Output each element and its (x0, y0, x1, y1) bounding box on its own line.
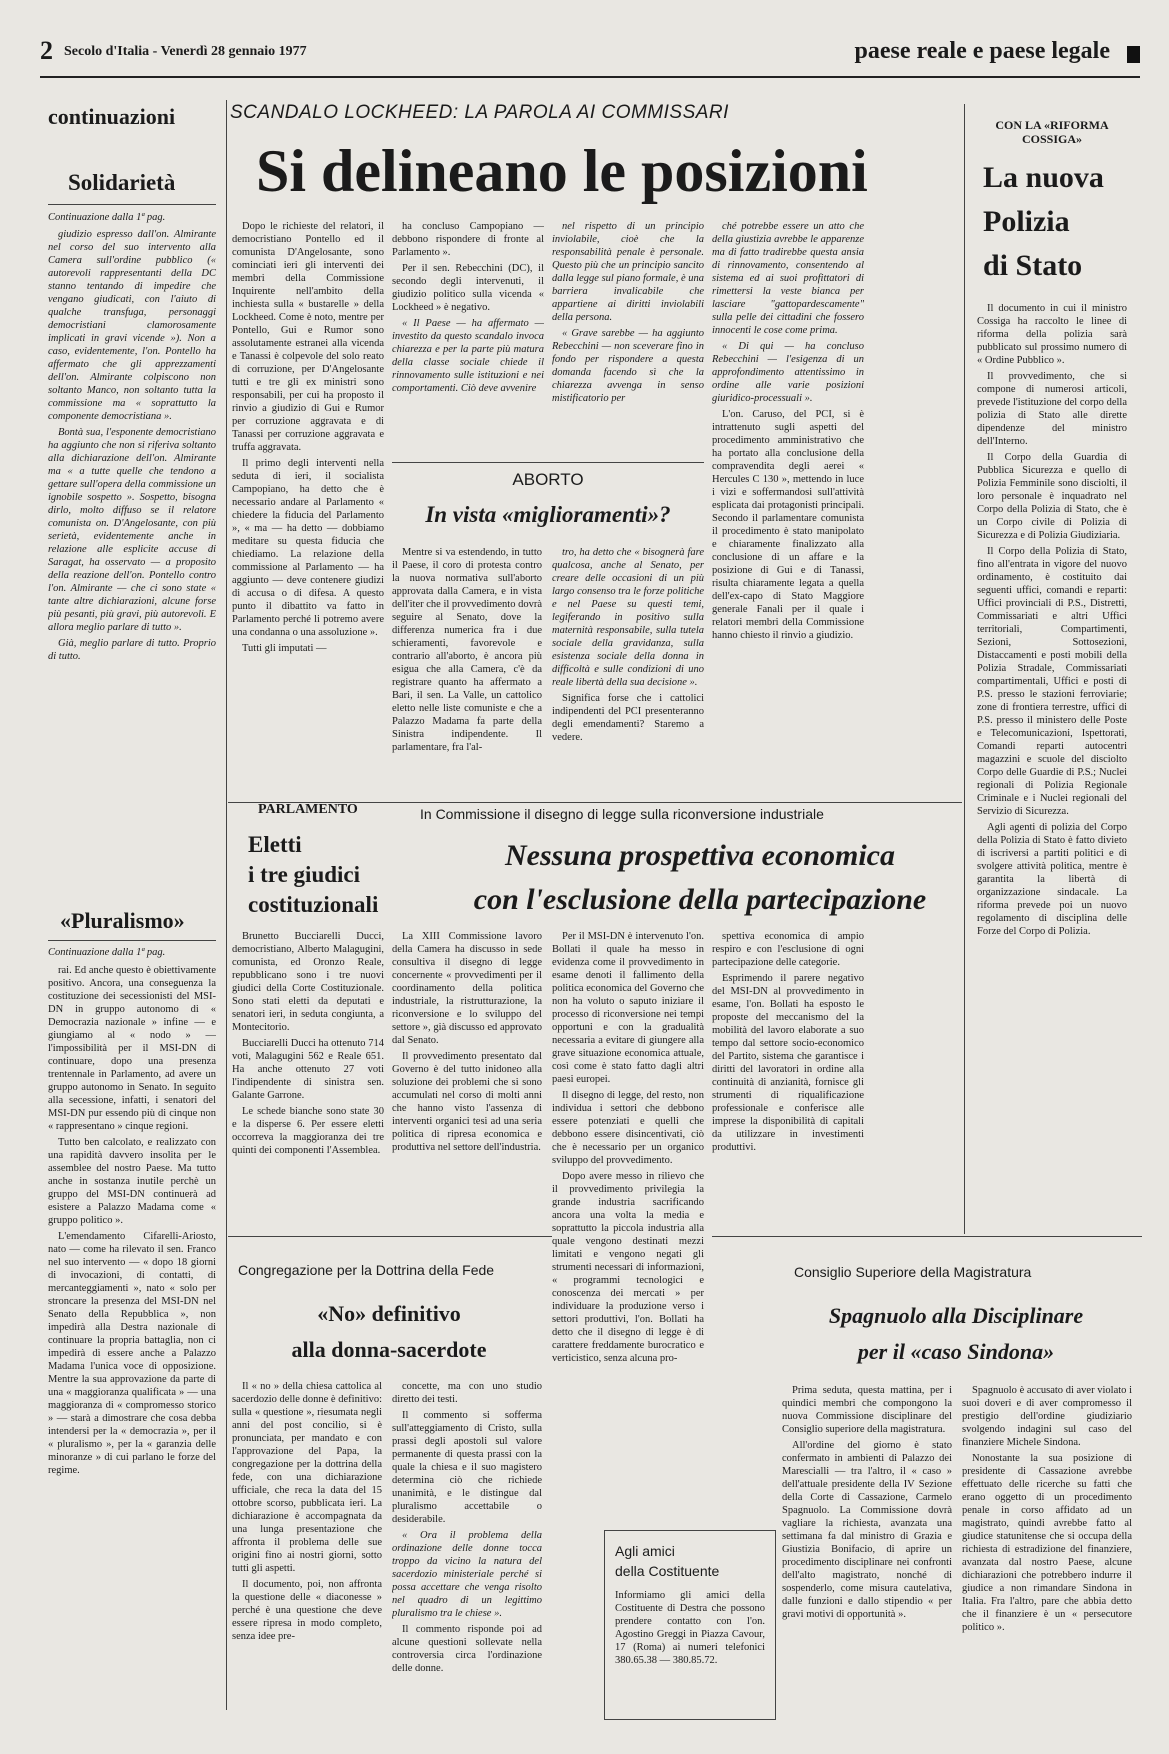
paragraph: ché potrebbe essere un atto che della giustizia avrebbe le apparenze ma di fatto tradirebbe questa ansia di rinnovamento, consentendo al sistema ed ai suoi profittatori di rimettersi la veste bianca per lasciare "gattopardescamente" sulla pelle dei cittadini che fossero innocenti le cose come prima. (712, 221, 864, 336)
cossiga-headline (983, 156, 1135, 288)
donna-col-2 (392, 1380, 542, 1710)
divider (48, 940, 216, 941)
divider (392, 462, 704, 463)
paragraph: giudizio espresso dall'on. Almirante nel corso del suo intervento alla Camera sull'ordine pubblico (« autorevoli rappresentanti della DC stanno tentando di impedire che vengano giudicati, con l'aiuto di qualche transfuga, personaggi democristiani clamorosamente implicati in gravi vicende »). Non a caso, evidentemente, l'on. Pontello ha affermato che gli apprezzamenti dell'on. Almirante colpiscono non soltanto Manco, non soltanto tutta la commissione ma « soprattutto la componente democristiana ». (48, 229, 216, 422)
headline-line: con l'esclusione della partecipazione (473, 883, 927, 916)
page-header (40, 36, 1140, 78)
sindona-kicker: Consiglio Superiore della Magistratura (794, 1264, 1032, 1280)
headline-line: Eletti (248, 832, 302, 857)
aborto-col-1 (392, 546, 542, 796)
lockheed-headline: Si delineano le posizioni (256, 138, 868, 204)
headline-line: Polizia (983, 205, 1070, 238)
page-number: 2 (40, 36, 53, 65)
paragraph: La XIII Commissione lavoro della Camera ha discusso in sede consultiva il disegno di legge concernente « provvedimenti per il coordinamento della politica industriale, la ristrutturazione, la riconversione e lo sviluppo del settore », già discusso ed approvato dal Senato. (392, 931, 542, 1046)
donna-kicker: Congregazione per la Dottrina della Fede (238, 1262, 495, 1278)
paragraph: Significa forse che i cattolici indipendenti del PCI presenteranno degli emendamenti? Staremo a vedere. (552, 693, 704, 743)
paragraph: Brunetto Bucciarelli Ducci, democristiano, Alberto Malagugini, comunista, ed Oronzo Reale, repubblicano sono i tre nuovi giudici della Corte Costituzionale. Sono stati eletti da deputati e senatori ieri, in seduta congiunta, a Montecitorio. (232, 931, 384, 1033)
headline-line: i tre giudici (248, 862, 361, 887)
paragraph: Il commento si sofferma sull'atteggiamento di Cristo, sulla prassi degli apostoli sul valore permanente di questa prassi con la quale la chiesa e il suo magistero determina ciò che richiede unanimità, e le distingue dal pluralismo accettabile o desiderabile. (392, 1410, 542, 1525)
aborto-headline: In vista «miglioramenti»? (425, 502, 671, 527)
continuation-note: Continuazione dalla 1ª pag. (48, 947, 166, 958)
parlamento-kicker: PARLAMENTO (258, 802, 358, 817)
paragraph: Il « no » della chiesa cattolica al sacerdozio delle donne è definitivo: sulla « questione », riesumata negli anni del post concilio, si è pronunciata, per mandato e con l'approvazione del Papa, la congregazione per la dottrina della fede, con una dichiarazione ufficiale, che reca la data del 15 ottobre scorso, pubblicata ieri. La dichiarazione è accompagnata da una lunga presentazione che affronta il problema delle sue origini fino ai nostri giorni, sotto tutti gli aspetti. (232, 1381, 382, 1574)
paragraph: « Di qui — ha concluso Rebecchini — l'esigenza di un approfondimento attentissimo in ordine alle varie posizioni giuridico-processuali ». (712, 341, 864, 404)
paragraph: Il Corpo della Guardia di Pubblica Sicurezza e quello di Polizia Femminile sono disciolti, il loro personale è inquadrato nel Corpo della Polizia di Stato, che è un Corpo civile di Polizia di Sicurezza e di Polizia Giudiziaria. (977, 452, 1127, 541)
paragraph: Le schede bianche sono state 30 e la disperse 6. Per essere eletti occorreva la maggioranza dei tre quinti dei componenti l'Assemblea. (232, 1106, 384, 1156)
paragraph: Spagnuolo è accusato di aver violato i suoi doveri e di aver compromesso il prestigio dell'ordine giudiziario svolgendo indagini sul caso del finanziere Michele Sindona. (962, 1385, 1132, 1448)
paragraph: Per il sen. Rebecchini (DC), il secondo degli intervenuti, il giudizio politico sulla vicenda « Lockheed » è negativo. (392, 263, 544, 313)
headline-line: La nuova (983, 161, 1104, 194)
pluralismo-body (48, 964, 216, 1709)
parlamento-headline (248, 830, 428, 920)
paragraph: Il documento, poi, non affronta la questione delle « diaconesse » perché è una questione che deve essere ripresa in modo completo, senza idee pre- (232, 1579, 382, 1642)
lockheed-kicker: SCANDALO LOCKHEED: LA PAROLA AI COMMISSARI (230, 102, 729, 123)
headline-line: «No» definitivo (317, 1301, 461, 1326)
dateline: Secolo d'Italia - Venerdì 28 gennaio 1977 (64, 44, 307, 59)
paragraph: L'on. Caruso, del PCI, si è intrattenuto sugli aspetti del procedimento amministrativo che ha portato alla conclusione della compravendita degli aerei « Hercules C 130 », mettendo in luce i vizi e soffermandosi sull'attività esplicata dai protagonisti principali. Secondo il parlamentare comunista il procedimento è stato manipolato e chiaramente finalizzato alla conclusione di un affare e la posizione di Gui e di Tanassi, risulta chiaramente legata a quella dell'ex-capo di Stato Maggiore generale Fanali per il quale i relatori membri della Commissione hanno chiesto il rinvio a giudizio. (712, 409, 864, 641)
paragraph: « Ora il problema della ordinazione delle donne tocca troppo da vicino la natura del sacerdozio ministeriale perché si possa accettare che venga risolto nel quadro di un legittimo pluralismo tra le chiese ». (392, 1530, 542, 1619)
section-title: paese reale e paese legale (854, 38, 1110, 64)
paragraph: Esprimendo il parere negativo del MSI-DN al provvedimento in esame, l'on. Bollati ha esposto le proposte del meccanismo del la mobilità del lavoro elaborate a suo tempo dal settore socio-economico del Partito, sistema che garantisce i diritti del lavoratori in ordine alla continuità di anzianità, fornisce gli strumenti di riqualificazione professionale e conferisce alle imprese la disponibilità di capitali da utilizzare in investimenti produttivi. (712, 973, 864, 1153)
paragraph: Il provvedimento presentato dal Governo è del tutto inidoneo alla soluzione dei problemi che si sono accumulati nel corso di molti anni che hanno visto l'assenza di interventi organici tesi ad una seria politica di ripresa economica e produttiva nel settore dell'industria. (392, 1051, 542, 1153)
lockheed-col-3 (552, 220, 704, 430)
paragraph: « Grave sarebbe — ha aggiunto Rebecchini — non sceverare fino in fondo per rispondere a questa domanda facendo sì che la chiarezza avvenga in senso mistificatorio per (552, 328, 704, 404)
continuation-note: Continuazione dalla 1ª pag. (48, 212, 166, 223)
sindona-headline (776, 1298, 1136, 1370)
sindona-col-2 (962, 1384, 1132, 1710)
paragraph: Prima seduta, questa mattina, per i quindici membri che compongono la nuova Commissione disciplinare del Consiglio superiore della magistratura. (782, 1385, 952, 1435)
paragraph: nel rispetto di un principio inviolabile, cioè che la responsabilità penale è personale. Questo più che un principio sancito dalla legge sul piano formale, è una barriera invalicabile che appartiene ai diritti inviolabili della persona. (552, 221, 704, 323)
paragraph: All'ordine del giorno è stato confermato in ambienti di Palazzo dei Marescialli — tra l'altro, il « caso » dell'attuale presidente della IV Sezione della Corte di Cassazione, Carmelo Spagnuolo. La Commissione dovrà vagliare la richiesta, avanzata una settimana fa dal ministro di Grazia e Giustizia Bonifacio, di aprire un procedimento disciplinare nei confronti dell'alto magistrato, nonché di sospenderlo, come misura cautelativa, dalle funzioni e dallo stipendio « per gravi motivi di opportunità ». (782, 1440, 952, 1620)
headline-line: Spagnuolo alla Disciplinare (828, 1303, 1084, 1328)
cossiga-kicker: CON LA «RIFORMA COSSIGA» (995, 118, 1109, 146)
sindona-col-1 (782, 1384, 952, 1710)
paragraph: Agli agenti di polizia del Corpo della Polizia di Stato è fatto divieto di iscriversi a partiti politici e di svolgere attività politica, mentre è garantita la libertà di organizzazione sindacale. La riforma prevede poi un nuovo regolamento di disciplina delle Forze del Corpo di Polizia. (977, 822, 1127, 937)
paragraph: Il commento risponde poi ad alcune questioni sollevate nella controversia circa l'ordinazione delle donne. (392, 1624, 542, 1674)
cossiga-box (964, 104, 1135, 1234)
donna-headline (232, 1296, 546, 1368)
solidarieta-title: Solidarietà (68, 170, 176, 195)
paragraph: Il primo degli interventi nella seduta di ieri, il socialista Campopiano, ha detto che è necessario andare al Parlamento « chiedere la fiducia del Parlamento », « ma — ha detto — dobbiamo meditare su questa fiducia che chiediamo. La relazione della commissione al Parlamento — ha aggiunto — deve contenere giudizi di accusa o di difesa. A questo punto il dibattito va fatto in Parlamento perché li potremo avere una condanna o una assoluzione ». (232, 458, 384, 638)
lockheed-col-1 (232, 220, 384, 790)
lockheed-col-4 (712, 220, 864, 790)
paragraph: Il documento in cui il ministro Cossiga ha raccolto le linee di riforma della polizia sarà pubblicato sul prossimo numero di « Ordine Pubblico ». (977, 303, 1127, 366)
donna-col-1 (232, 1380, 382, 1710)
divider (228, 1236, 552, 1237)
square-bullet-icon (1127, 46, 1140, 63)
parlamento-body (232, 930, 384, 1220)
paragraph: Tutto ben calcolato, e realizzato con una rapidità davvero insolita per le assemblee del nostro Paese. Ma tutto anche in sostanza inutile perchè un gruppo del MSI-DN continuerà ad esistere a Palazzo Madama come « gruppo politico ». (48, 1137, 216, 1226)
column-rule (226, 100, 227, 1710)
title-line: della Costituente (615, 1563, 720, 1579)
headline-line: costituzionali (248, 892, 379, 917)
paragraph: Bontà sua, l'esponente democristiano ha aggiunto che non si riferiva soltanto alla dichiarazione dell'on. Almirante ma « a tutte quelle che tendono a gettare sull'opera della commissione un ignobile sospetto ». Sospetto, bisogna dirlo, molto diffuso se il relatore comunista on. D'Angelosante, con più serietà, evidentemente anche in relazione alle esplicite accuse di Saragat, ha osservato — a proposito della reazione dell'on. Pontello contro l'on. Almirante — che ci sono state « tante altre dichiarazioni, alcune forse più pesanti, più gravi, più autorevoli. E allora meglio parlare di tutto ». (48, 427, 216, 633)
paragraph: L'emendamento Cifarelli-Ariosto, nato — come ha rilevato il sen. Franco nel suo intervento — « dopo 18 giorni di invocazioni, di contatti, di mercanteggiamenti », nato « solo per stroncare la presenza del MSI-DN nel Senato della Repubblica », non impedirà alla Destra nazionale di continuare la propria battaglia, non ci impedirà di essere anche a Palazzo Madama l'unica voce di opposizione. Mentre la sua approvazione da parte di una « maggioranza qualificata » — una maggioranza di « compromesso storico » — starà a dimostrare che cosa debba intendersi per la « democrazia », per il « pluralismo », per la « garanzia delle minoranze » di cui parlano le forze del regime. (48, 1231, 216, 1476)
headline-line: Nessuna prospettiva economica (505, 839, 895, 872)
paragraph: Dopo le richieste del relatori, il democristiano Pontello ed il comunista D'Angelosante, sono cominciati ieri gli interventi dei membri della Commissione Inquirente nell'ambito della inchiesta sulla « bustarelle » della Lockheed. Come è noto, mentre per Pontello, Gui e Rumor sono assolutamente estranei alla vicenda e Tanassi è colpevole del solo reato di corruzione, per D'Angelosante tutti e tre gli ex ministri sono responsabili, per cui ha proposto il rinvio a giudizio di Gui e Rumor per corruzione aggravata e di Tanassi per corruzione aggravata e truffa aggravata. (232, 221, 384, 453)
costituente-text: Informiamo gli amici della Costituente di Destra che possono prendere contatto con l'on. Agostino Greggi in Piazza Cavour, 17 (Roma) ai numeri telefonici 380.65.38 — 380.85.72. (615, 1590, 765, 1666)
paragraph: rai. Ed anche questo è obiettivamente positivo. Ancora, una conseguenza la costituzione dei secessionisti del MSI-DN in gruppo autonomo di « Democrazia nazionale » infine — e giungiamo al « nodo » — l'impossibilità per il MSI-DN di continuare, dopo una presenza trentennale in Parlamento, ad avere un gruppo autonomo in Senato. In seguito alla secessione, infatti, i senatori del MSI-DN pur essendo più di cinque non « rappresentano » cinque regioni. (48, 965, 216, 1132)
solidarieta-body (48, 228, 216, 840)
aborto-col-2 (552, 546, 704, 796)
paragraph: Dopo avere messo in rilievo che il provvedimento privilegia la grande industria sacrificando ancora una volta la media e soprattutto la piccola industria alla quale vengono destinati mezzi limitati e vengono negati gli strumenti necessari di informazioni, « programmi tecnologici e conoscenza dei mercati » per individuare la produzione verso i settori produttivi, l'on. Bollati ha detto che il disegno di legge è di carattere freddamente burocratico e verticistico, senza alcuna pro- (552, 1171, 704, 1364)
title-line: Agli amici (615, 1543, 675, 1559)
headline-line: per il «caso Sindona» (857, 1339, 1055, 1364)
headline-line: di Stato (983, 249, 1083, 282)
cossiga-body (977, 302, 1127, 1232)
paragraph: Il provvedimento, che si compone di numerosi articoli, prevede l'istituzione del corpo della polizia di Stato alle dirette dipendenze del ministro dell'Interno. (977, 371, 1127, 447)
headline-line: alla donna-sacerdote (291, 1337, 487, 1362)
divider (48, 204, 216, 205)
divider (712, 1236, 1142, 1237)
paragraph: Per il MSI-DN è intervenuto l'on. Bollati il quale ha messo in evidenza come il provvedimento in esame denoti il fallimento della politica economica del Governo che non ha voluto o saputo iniziare il processo di riconversione nei tempi opportuni e con la gradualità necessaria a evitare di giungere alla grave situazione economica attuale, così come è stato fatto dagli altri paesi europei. (552, 931, 704, 1085)
paragraph: Il Corpo della Polizia di Stato, fino all'entrata in vigore del nuovo ordinamento, è costituito dai seguenti uffici, comandi e reparti: Uffici provinciali di P.S., Distretti, Commissariati e altri Uffici territoriali, Compartimenti, Sezioni, Sottosezioni, Distaccamenti e posti mobili della Polizia Stradale, Commissariati compartimentali, Uffici e posti di P.S. presso le stazioni ferroviarie; zone di frontiera terrestre, uffici di P.S. presso il ministero delle Poste e Telecomunicazioni, Ispettorati, Comandi reparti autocentri magazzini e scuole del disciolto Corpo delle Guardie di P.S.; Nuclei regionali di Polizia Regionale Criminale e i Nuclei regionali del Servizio di Sicurezza. (977, 546, 1127, 817)
industria-headline (440, 834, 960, 922)
lockheed-col-2 (392, 220, 544, 430)
paragraph: Già, meglio parlare di tutto. Proprio di tutto. (48, 638, 216, 662)
continuazioni-title: continuazioni (48, 104, 176, 129)
paragraph: spettiva economica di ampio respiro e con l'esclusione di ogni partecipazione delle categorie. (712, 931, 864, 968)
paragraph: concette, ma con uno studio diretto dei testi. (392, 1381, 542, 1405)
industria-col-2 (552, 930, 704, 1520)
paragraph: Bucciarelli Ducci ha ottenuto 714 voti, Malagugini 562 e Reale 651. Ha anche ottenuto 27 voti l'indipendente di sinistra sen. Galante Garrone. (232, 1038, 384, 1101)
industria-kicker: In Commissione il disegno di legge sulla riconversione industriale (420, 806, 824, 822)
paragraph: tro, ha detto che « bisognerà fare qualcosa, anche al Senato, per creare delle occasioni di un più largo consenso tra le forze politiche e nel Paese su questi temi, legiferando in positivo sulla maternità responsabile, sulla tutela sociale della gravidanza, sulla esistenza sociale della donna in difficoltà e sulle condizioni di uno reale libertà della sua decisione ». (552, 547, 704, 688)
paragraph: « Il Paese — ha affermato — investito da questo scandalo invoca chiarezza e per la parte più matura della classe sociale chiede il rinnovamento sulle istituzioni e nei comportamenti. Ciò deve avvenire (392, 318, 544, 394)
costituente-title (615, 1541, 765, 1581)
industria-col-1 (392, 930, 542, 1220)
paragraph: ha concluso Campopiano — debbono rispondere di fronte al Parlamento ». (392, 221, 544, 258)
paragraph: Nonostante la sua posizione di presidente di Cassazione avrebbe effettuato delle ricerche su fatti che erano oggetto di un procedimento penale in corso affidato ad un magistrato, quindi avrebbe fatto al giudice statunitense che si occupa della richiesta di estradizione del finanziere, avanzata dal nostro Paese, alcune dichiarazioni che potrebbero indurre il giudice a non rimandare Sindona in Italia. Fra l'altro, pare che abbia detto che il finanziere è un « persecutore politico ». (962, 1453, 1132, 1633)
industria-col-3 (712, 930, 864, 1220)
paragraph: Il disegno di legge, del resto, non individua i settori che debbono essere potenziati e quelli che debbono essere disincentivati, ciò che è necessario per un organico sviluppo del provvedimento. (552, 1090, 704, 1166)
aborto-kicker: ABORTO (512, 470, 584, 489)
pluralismo-title: «Pluralismo» (60, 908, 185, 933)
paragraph: Tutti gli imputati — (242, 643, 327, 654)
costituente-box (604, 1530, 776, 1720)
paragraph: Mentre si va estendendo, in tutto il Paese, il coro di protesta contro la nuova normativa sull'aborto approvata dalla Camera, e in vista dell'iter che il provvedimento dovrà seguire al Senato, dove la differenza numerica fra i due schieramenti, favorevole e contrario all'aborto, è ancora più esigua che alla Camera, c'è da registrare quanto ha affermato a Bari, il sen. La Valle, un cattolico eletto nelle liste comuniste e che a Palazzo Madama fa parte della Sinistra indipendente. Il parlamentare, fra l'al- (392, 547, 542, 753)
